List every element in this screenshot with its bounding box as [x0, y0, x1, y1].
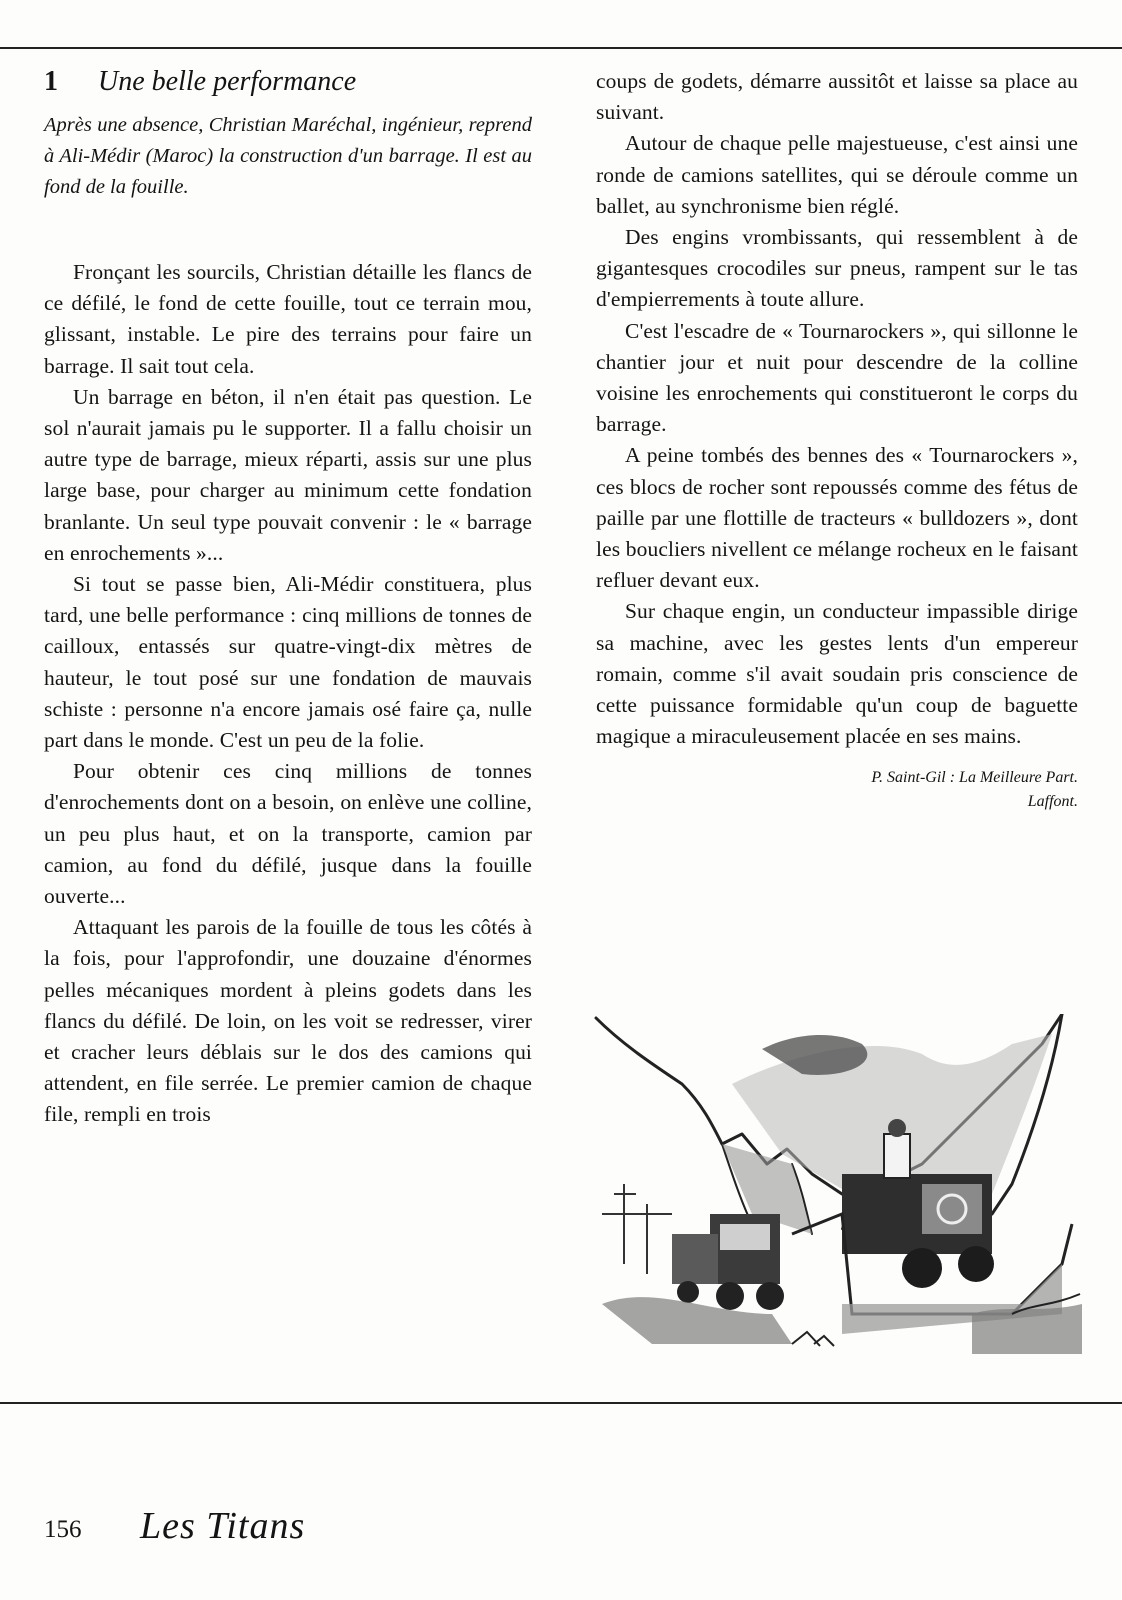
paragraph: C'est l'escadre de « Tournarockers », qui sillonne le chantier jour et nuit pour descendre de la colline voisine les enrochements qui constitueront le corps du barrage.: [596, 318, 1078, 437]
paragraph: Sur chaque engin, un conducteur impassible dirige sa machine, avec les gestes lents d'un empereur romain, comme s'il avait soudain pris conscience de cette puissance formidable qu'un coup de baguette magique a miraculeusement placée en ses mains.: [596, 599, 1078, 749]
credit-publisher: Laffont.: [1027, 793, 1078, 811]
source-credit: [596, 766, 1078, 814]
paragraph: Fronçant les sourcils, Christian détaille les flancs de ce défilé, le fond de cette fouille, tout ce terrain mou, glissant, instable. Le pire des terrains pour faire un barrage. Il sait tout cela.: [44, 260, 532, 378]
credit-line: P. Saint-Gil : La Meilleure Part.: [871, 769, 1078, 787]
paragraph: Attaquant les parois de la fouille de tous les côtés à la fois, pour l'approfondir, une douzaine d'énormes pelles mécaniques mordent à pleins godets dans les flancs du défilé. De loin, on les voit se redresser, virer et cracher leurs déblais sur le dos des camions qui attendent, en file serrée. Le premier camion de chaque file, rempli en trois: [44, 915, 532, 1127]
paragraph: Autour de chaque pelle majestueuse, c'est ainsi une ronde de camions satellites, qui se déroule comme un ballet, au synchronisme bien réglé.: [596, 131, 1078, 218]
paragraph: Si tout se passe bien, Ali-Médir constituera, plus tard, une belle performance : cinq millions de tonnes de cailloux, entassés sur quatre-vingt-dix mètres de hauteur, le tout posé sur une fondation de mauvais schiste : personne n'a encore jamais osé faire ça, nulle part dans le monde. C'est un peu de la folie.: [44, 572, 532, 753]
paragraph: A peine tombés des bennes des « Tournarockers », ces blocs de rocher sont repoussés comme des fétus de paille par une flottille de tracteurs « bulldozers », dont les boucliers nivellent ce mélange rocheux en le faisant refluer devant eux.: [596, 443, 1078, 593]
paragraph: Des engins vrombissants, qui ressemblent à de gigantesques crocodiles sur pneus, rampent sur le tas d'empierrements à toute allure.: [596, 225, 1078, 312]
chapter-number: 1: [44, 66, 58, 97]
chapter-title: Une belle performance: [98, 66, 357, 97]
chapter-intro: Après une absence, Christian Maréchal, ingénieur, reprend à Ali-Médir (Maroc) la construction d'un barrage. Il est au fond de la fouille.: [44, 114, 532, 198]
right-column: [596, 66, 1078, 814]
page-number: 156: [44, 1516, 82, 1543]
left-column: [44, 66, 532, 1131]
paragraph: Un barrage en béton, il n'en était pas question. Le sol n'aurait jamais pu le supporter. Il a fallu choisir un autre type de barrage, mieux réparti, assis sur une plus large base, pour charger au minimum cette fondation branlante. Un seul type pouvait convenir : le « barrage en enrochements »...: [44, 384, 532, 565]
paragraph: Pour obtenir ces cinq millions de tonnes d'enrochements dont on a besoin, on enlève une colline, un peu plus haut, et on la transporte, camion par camion, au fond du défilé, jusque dans la fouille ouverte...: [44, 759, 532, 909]
chapter-heading: [44, 66, 532, 98]
bottom-rule: [0, 1402, 1122, 1404]
running-title: Les Titans: [140, 1505, 306, 1547]
top-rule: [0, 47, 1122, 49]
bulldozer-illustration: [592, 1014, 1086, 1374]
paragraph: coups de godets, démarre aussitôt et laisse sa place au suivant.: [596, 69, 1078, 125]
